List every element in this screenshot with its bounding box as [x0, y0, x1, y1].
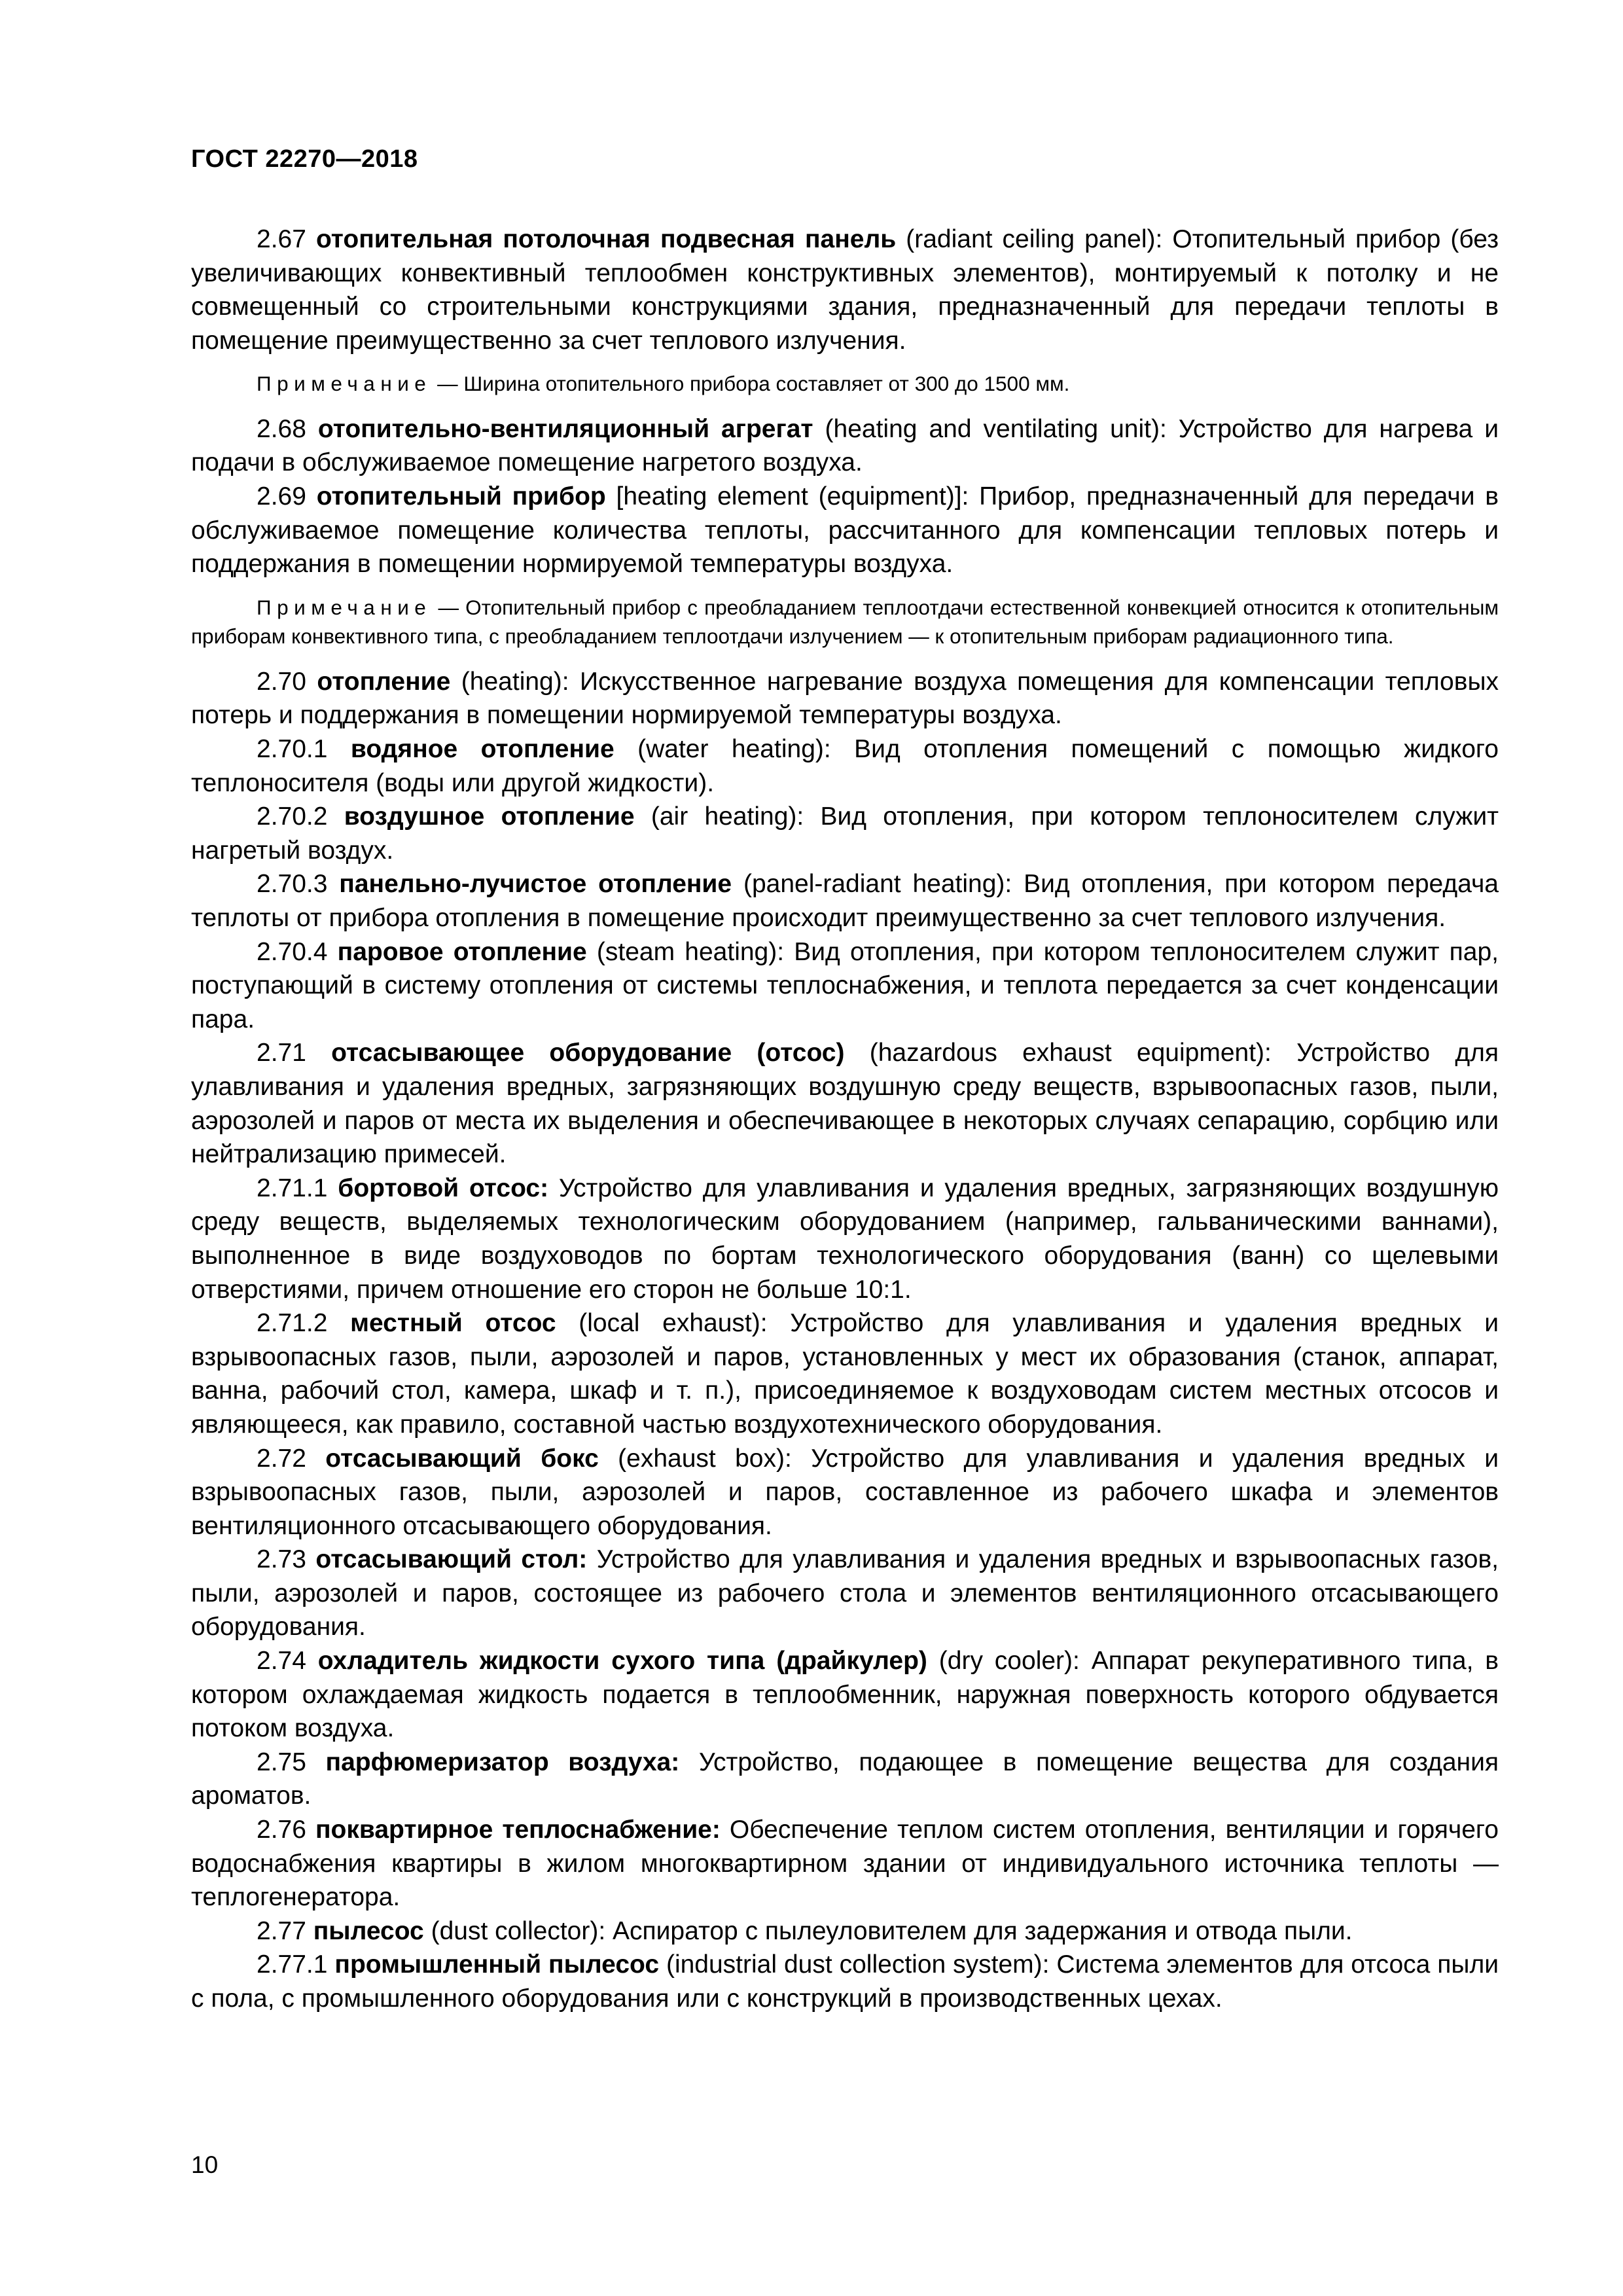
- term-entry: [191, 1914, 1499, 1948]
- term-entry: [191, 665, 1499, 732]
- entry-term: пылесос: [313, 1916, 424, 1945]
- entry-definition: Обеспечение теплом систем отопления, вентиляции и горячего водоснабжения квартиры в жилом многоквартирном здании от индивидуального источника теплоты — теплогенератора.: [191, 1816, 1499, 1912]
- note: [191, 593, 1499, 651]
- document-body: [191, 223, 1499, 2016]
- entry-definition: (radiant ceiling panel): Отопительный прибор (без увеличивающих конвективный теплообмен конструктивных элементов), монтируемый к потолку и не совмещенный со строительными конструкциями здания, предназначенный для передачи теплоты в помещение преимущественно за счет теплового излучения.: [191, 225, 1499, 355]
- entry-definition: (heating and ventilating unit): Устройство для нагрева и подачи в обслуживаемое помещение нагретого воздуха.: [191, 414, 1499, 477]
- term-entry: [191, 1813, 1499, 1914]
- entry-term: отсасывающий бокс: [325, 1444, 599, 1473]
- entry-number: 2.70.1: [257, 735, 328, 764]
- term-entry: [191, 1948, 1499, 2015]
- entry-number: 2.72: [257, 1444, 306, 1473]
- entry-definition: (hazardous exhaust equipment): Устройство для улавливания и удаления вредных, загрязняющих воздушную среду веществ, взрывоопасных газов, пыли, аэрозолей и паров от места их выделения и обеспечивающее в некоторых случаях сепарацию, сорбцию или нейтрализацию примесей.: [191, 1039, 1499, 1169]
- term-entry: [191, 1543, 1499, 1644]
- entry-term: отсасывающее оборудование (отсос): [331, 1039, 845, 1067]
- term-entry: [191, 1746, 1499, 1813]
- entry-definition: (dust collector): Аспиратор с пылеуловителем для задержания и отвода пыли.: [423, 1916, 1353, 1945]
- entry-term: парфюмеризатор воздуха:: [325, 1748, 680, 1776]
- note-text: — Ширина отопительного прибора составляет от 300 до 1500 мм.: [431, 372, 1070, 396]
- entry-definition: (local exhaust): Устройство для улавливания и удаления вредных и взрывоопасных газов, пыли, аэрозолей и паров, установленных у мест их образования (станок, аппарат, ванна, рабочий стол, камера, шкаф и т. п.), присоединяемое к воздуховодам систем местных отсосов и являющееся, как правило, составной частью воздухотехнического оборудования.: [191, 1309, 1499, 1439]
- entry-term: охладитель жидкости сухого типа (драйкулер): [317, 1647, 927, 1676]
- entry-definition: (panel-radiant heating): Вид отопления, при котором передача теплоты от прибора отопления в помещение происходит преимущественно за счет теплового излучения.: [191, 870, 1499, 932]
- term-entry: [191, 935, 1499, 1037]
- entry-term: отопительный прибор: [316, 482, 606, 511]
- entry-term: паровое отопление: [337, 937, 587, 966]
- term-entry: [191, 867, 1499, 935]
- entry-definition: Устройство для улавливания и удаления вредных, загрязняющих воздушную среду веществ, выделяемых технологическим оборудованием (например, гальваническими ваннами), выполненное в виде воздуховодов по бортам технологического оборудования (ванн) со щелевыми отверстиями, причем отношение его сторон не больше 10:1.: [191, 1174, 1499, 1304]
- entry-number: 2.71.1: [257, 1174, 328, 1202]
- entry-term: отопительная потолочная подвесная панель: [315, 225, 897, 253]
- entry-term: местный отсос: [350, 1309, 556, 1338]
- term-entry: [191, 223, 1499, 357]
- note-text: — Отопительный прибор с преобладанием теплоотдачи естественной конвекцией относится к отопительным приборам конвективного типа, с преобладанием теплоотдачи излучением — к отопительным приборам радиационного типа.: [191, 595, 1499, 649]
- entry-number: 2.77.1: [257, 1950, 328, 1979]
- term-entry: [191, 800, 1499, 867]
- page-number: 10: [191, 2151, 219, 2178]
- entry-definition: (water heating): Вид отопления помещений с помощью жидкого теплоносителя (воды или другой жидкости).: [191, 735, 1499, 797]
- entry-definition: Устройство, подающее в помещение вещества для создания ароматов.: [191, 1748, 1499, 1810]
- entry-term: поквартирное теплоснабжение:: [315, 1816, 721, 1844]
- entry-number: 2.73: [257, 1545, 306, 1574]
- entry-definition: (heating): Искусственное нагревание воздуха помещения для компенсации тепловых потерь и поддержания в помещении нормируемой температуры воздуха.: [191, 667, 1499, 730]
- term-entry: [191, 480, 1499, 581]
- entry-term: воздушное отопление: [344, 802, 635, 831]
- note: [191, 369, 1499, 399]
- term-entry: [191, 412, 1499, 480]
- entry-term: панельно-лучистое отопление: [339, 870, 732, 899]
- entry-definition: (dry cooler): Аппарат рекуперативного типа, в котором охлаждаемая жидкость подается в теплообменник, наружная поверхность которого обдувается потоком воздуха.: [191, 1647, 1499, 1743]
- term-entry: [191, 1306, 1499, 1441]
- entry-term: промышленный пылесос: [334, 1950, 660, 1979]
- entry-definition: (exhaust box): Устройство для улавливания и удаления вредных и взрывоопасных газов, пыли, аэрозолей и паров, составленное из рабочего шкафа и элементов вентиляционного отсасывающего оборудования.: [191, 1444, 1499, 1540]
- entry-definition: [heating element (equipment)]: Прибор, предназначенный для передачи в обслуживаемое помещение количества теплоты, рассчитанного для компенсации тепловых потерь и поддержания в помещении нормируемой температуры воздуха.: [191, 482, 1499, 579]
- entry-number: 2.70.3: [257, 870, 328, 899]
- entry-term: водяное отопление: [350, 735, 615, 764]
- entry-number: 2.71.2: [257, 1309, 328, 1338]
- term-entry: [191, 1644, 1499, 1746]
- entry-term: бортовой отсос:: [338, 1174, 549, 1202]
- entry-definition: (steam heating): Вид отопления, при котором теплоносителем служит пар, поступающий в систему отопления от системы теплоснабжения, и теплота передается за счет конденсации пара.: [191, 937, 1499, 1033]
- entry-number: 2.69: [257, 482, 306, 511]
- document-header: ГОСТ 22270—2018: [191, 145, 418, 173]
- entry-number: 2.68: [257, 414, 306, 443]
- entry-number: 2.74: [257, 1647, 306, 1676]
- term-entry: [191, 732, 1499, 800]
- entry-number: 2.70: [257, 667, 306, 696]
- entry-number: 2.71: [257, 1039, 306, 1067]
- entry-number: 2.67: [257, 225, 306, 253]
- entry-number: 2.75: [257, 1748, 306, 1776]
- term-entry: [191, 1172, 1499, 1306]
- entry-number: 2.70.2: [257, 802, 328, 831]
- entry-term: отопительно-вентиляционный агрегат: [317, 414, 813, 443]
- entry-number: 2.77: [257, 1916, 306, 1945]
- term-entry: [191, 1036, 1499, 1171]
- term-entry: [191, 1442, 1499, 1543]
- note-label: Примечание: [257, 595, 432, 619]
- entry-definition: (air heating): Вид отопления, при котором теплоносителем служит нагретый воздух.: [191, 802, 1499, 865]
- entry-number: 2.70.4: [257, 937, 328, 966]
- entry-number: 2.76: [257, 1816, 306, 1844]
- note-label: Примечание: [257, 372, 432, 396]
- entry-term: отопление: [317, 667, 451, 696]
- entry-definition: (industrial dust collection system): Система элементов для отсоса пыли с пола, с промышленного оборудования или с конструкций в производственных цехах.: [191, 1950, 1499, 2013]
- entry-term: отсасывающий стол:: [315, 1545, 588, 1574]
- entry-definition: Устройство для улавливания и удаления вредных и взрывоопасных газов, пыли, аэрозолей и паров, состоящее из рабочего стола и элементов вентиляционного отсасывающего оборудования.: [191, 1545, 1499, 1641]
